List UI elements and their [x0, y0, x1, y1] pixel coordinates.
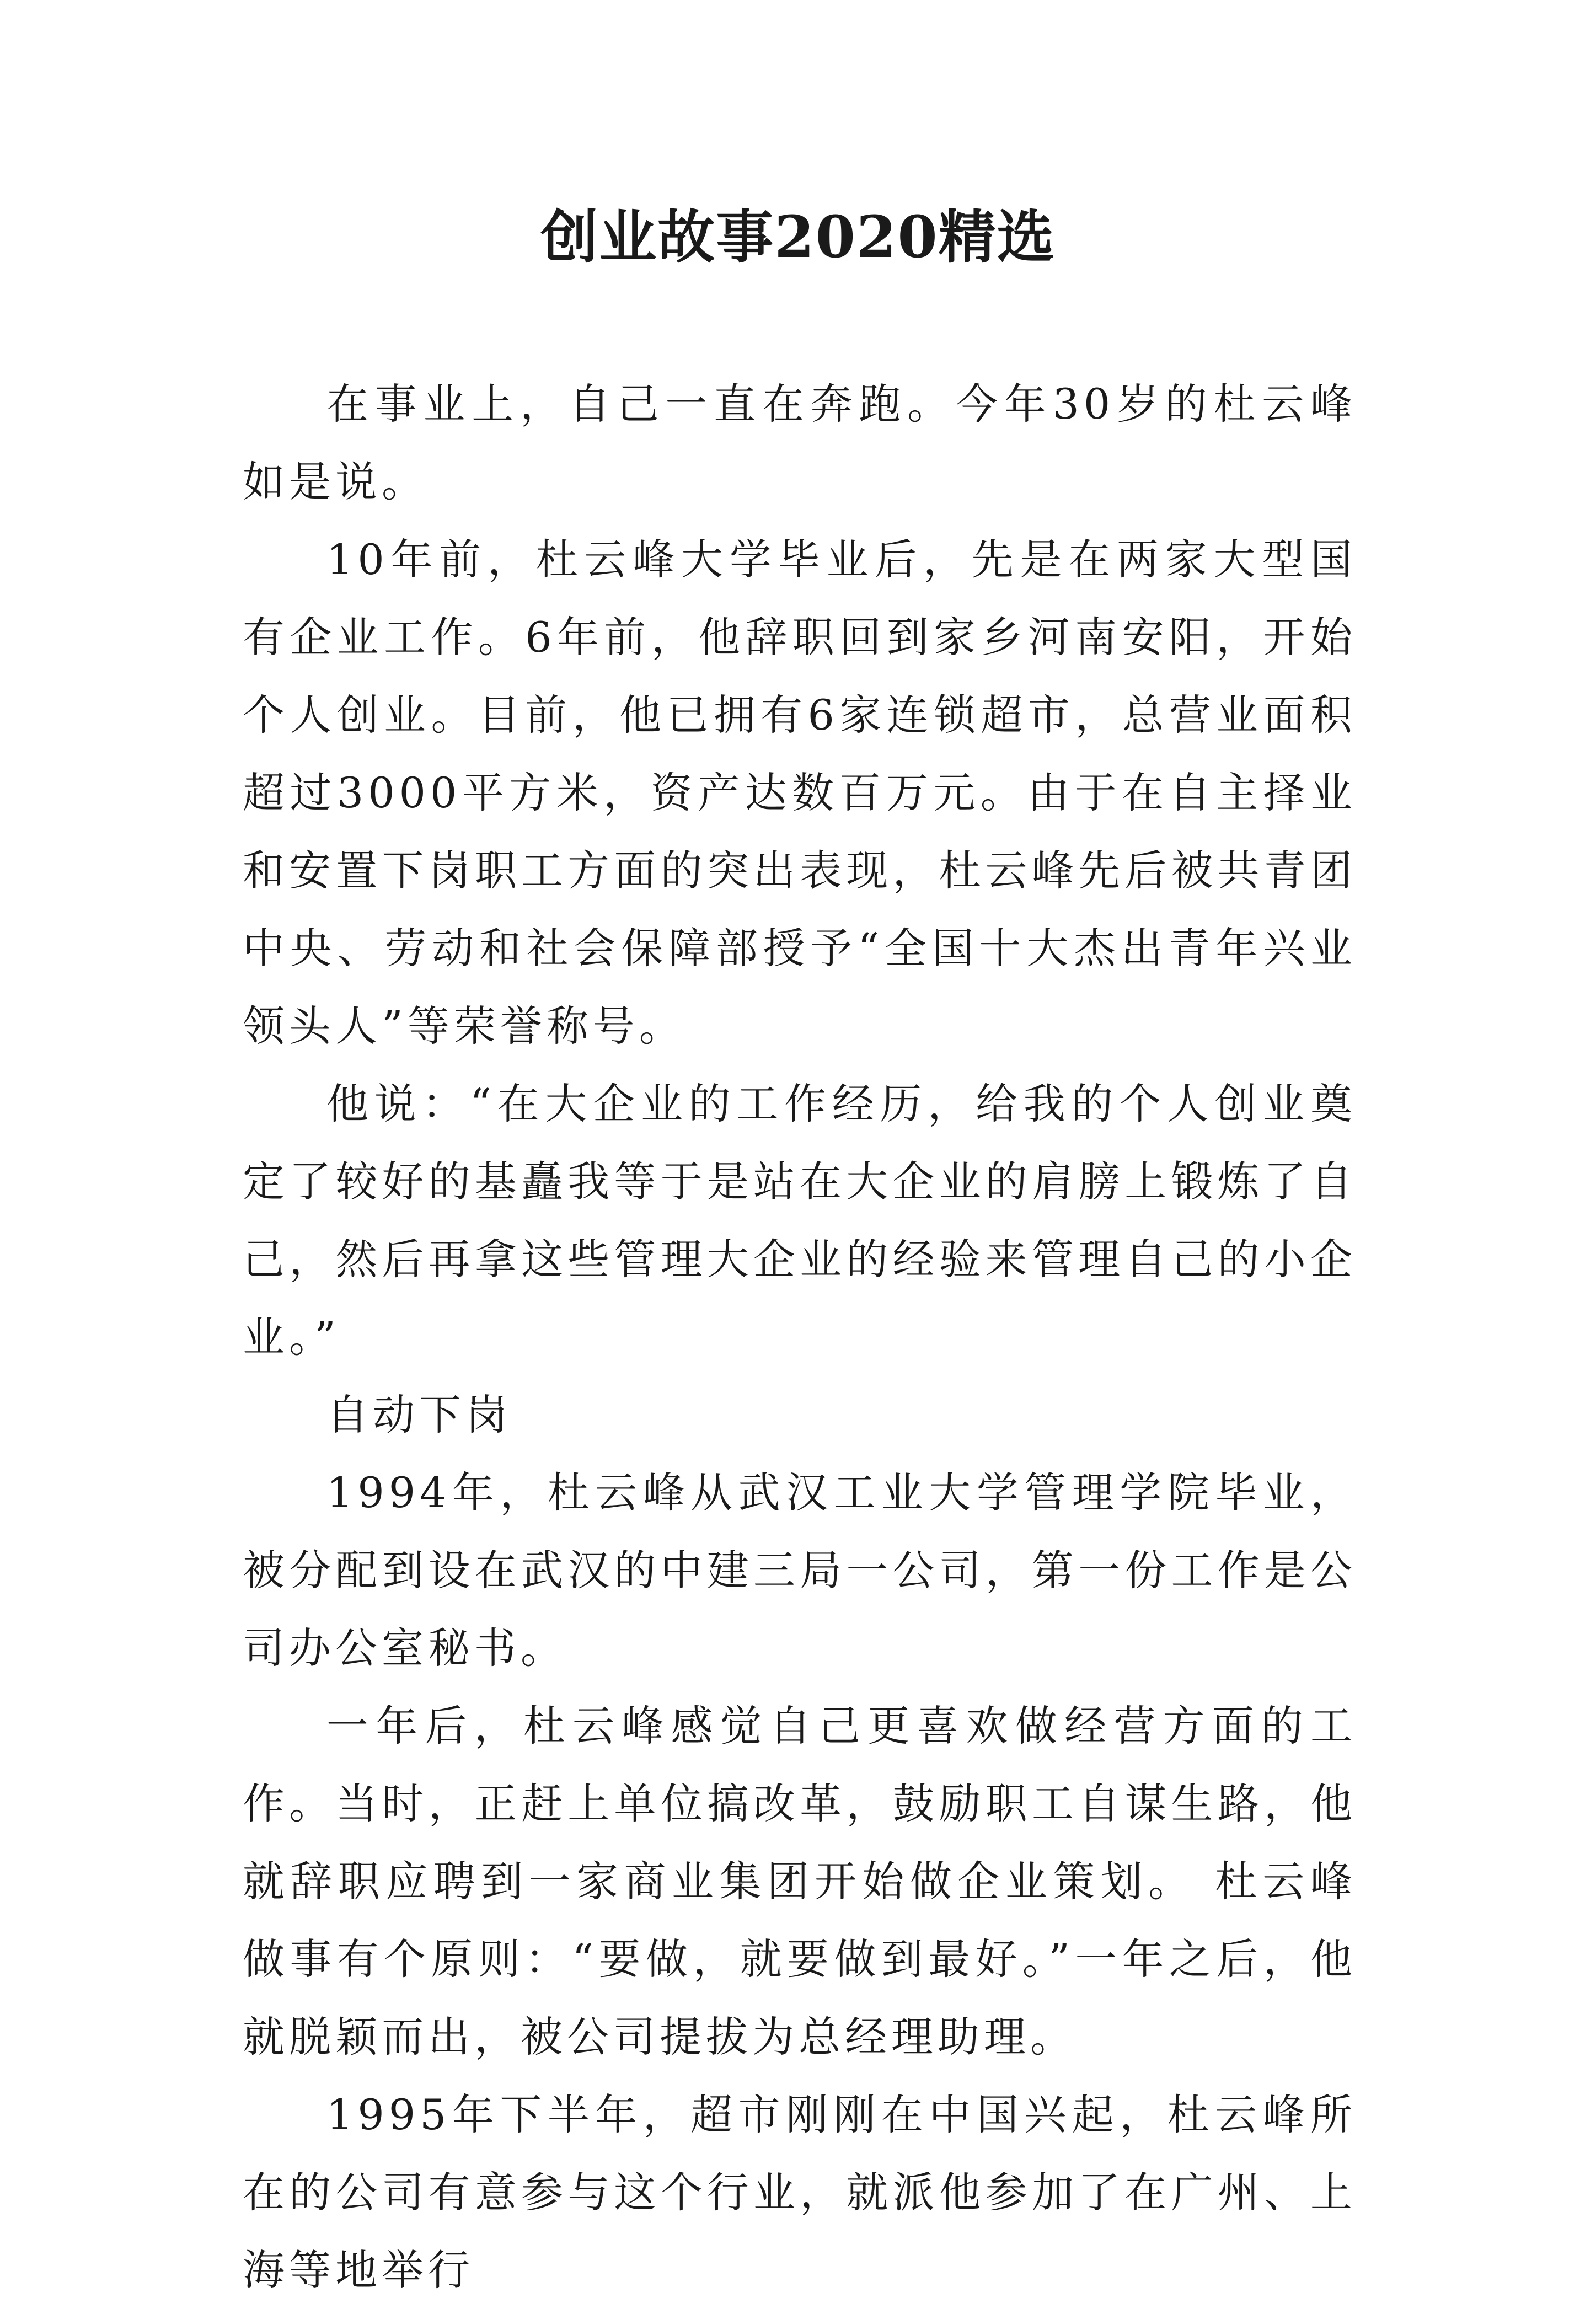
- section-heading: 自动下岗: [326, 1390, 512, 1439]
- paragraph-5: 一年后，杜云峰感觉自己更喜欢做经营方面的工作。当时，正赶上单位搞改革，鼓励职工自谋生路，他就辞职应聘到一家商业集团开始做企业策划。 杜云峰做事有个原则：“要做，就要做到最好。”一年之后，他就脱颖而出，被公司提拔为总经理助理。: [243, 1701, 1357, 2061]
- paragraph-3: 他说：“在大企业的工作经历，给我的个人创业奠定了较好的基矗我等于是站在大企业的肩膀上锻炼了自己，然后再拿这些管理大企业的经验来管理自己的小企业。”: [243, 1079, 1357, 1362]
- paragraph-2: 10年前，杜云峰大学毕业后，先是在两家大型国有企业工作。6年前，他辞职回到家乡河南安阳，开始个人创业。目前，他已拥有6家连锁超市，总营业面积超过3000平方米，资产达数百万元。由于在自主择业和安置下岗职工方面的突出表现，杜云峰先后被共青团中央、劳动和社会保障部授予“全国十大杰出青年兴业领头人”等荣誉称号。: [243, 535, 1357, 1051]
- paragraph-6: 1995年下半年，超市刚刚在中国兴起，杜云峰所在的公司有意参与这个行业，就派他参加了在广州、上海等地举行: [243, 2090, 1357, 2295]
- document-body: [243, 365, 1357, 2309]
- paragraph-1: 在事业上，自己一直在奔跑。今年30岁的杜云峰如是说。: [243, 379, 1357, 506]
- document-title: 创业故事2020精选: [540, 203, 1056, 271]
- paragraph-4: 1994年，杜云峰从武汉工业大学管理学院毕业，被分配到设在武汉的中建三局一公司，第一份工作是公司办公室秘书。: [243, 1468, 1357, 1673]
